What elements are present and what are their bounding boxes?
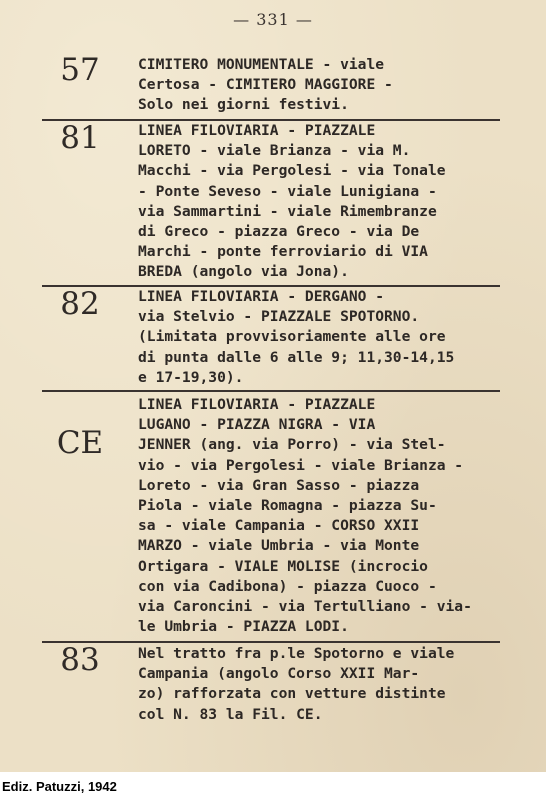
route-text-line: via Stelvio - PIAZZALE SPOTORNO. — [138, 308, 420, 326]
route-text-line: con via Cadibona) - piazza Cuoco - — [138, 577, 437, 595]
route-text-line: via Sammartini - viale Rimembranze — [138, 202, 437, 220]
line-number: 57 — [60, 52, 100, 88]
route-text-line: via Caroncini - via Tertulliano - via- — [138, 598, 472, 616]
image-caption: Ediz. Patuzzi, 1942 — [2, 779, 117, 794]
route-text-line: - Ponte Seveso - viale Lunigiana - — [138, 182, 437, 200]
route-description — [138, 55, 498, 116]
line-number: CE — [56, 425, 104, 461]
route-text-line: Macchi - via Pergolesi - via Tonale — [138, 162, 446, 180]
route-text-line: Marchi - ponte ferroviario di VIA — [138, 243, 428, 261]
route-text-line: CIMITERO MONUMENTALE - viale — [138, 56, 385, 73]
route-description — [138, 287, 498, 388]
route-text-line: Certosa - CIMITERO MAGGIORE - — [138, 76, 393, 94]
route-text-line: (Limitata provvisoriamente alle ore — [138, 328, 446, 346]
route-text-line: LINEA FILOVIARIA - PIAZZALE — [138, 122, 376, 139]
route-text-line: LINEA FILOVIARIA - DERGANO - — [138, 288, 385, 305]
route-text-line: zo) rafforzata con vetture distinte — [138, 685, 446, 703]
route-description — [138, 644, 498, 725]
route-text-line: di Greco - piazza Greco - via De — [138, 223, 420, 241]
route-text-line: LUGANO - PIAZZA NIGRA - VIA — [138, 416, 376, 434]
route-description — [138, 121, 498, 283]
route-text-line: Nel tratto fra p.le Spotorno e viale — [138, 645, 455, 662]
route-text-line: e 17-19,30). — [138, 368, 244, 386]
route-text-line: Piola - viale Romagna - piazza Su- — [138, 497, 437, 515]
route-text-line: Campania (angolo Corso XXII Mar- — [138, 665, 420, 683]
route-text-line: vio - via Pergolesi - viale Brianza - — [138, 456, 464, 474]
route-text-line: LORETO - viale Brianza - via M. — [138, 142, 411, 160]
route-text-line: di punta dalle 6 alle 9; 11,30-14,15 — [138, 348, 455, 366]
route-text-line: BREDA (angolo via Jona). — [138, 263, 349, 281]
route-text-line: Loreto - via Gran Sasso - piazza — [138, 476, 420, 494]
line-number: 83 — [60, 642, 100, 678]
line-number: 81 — [60, 120, 100, 156]
route-description — [138, 395, 498, 637]
route-text-line: sa - viale Campania - CORSO XXII — [138, 517, 420, 535]
route-text-line: col N. 83 la Fil. CE. — [138, 705, 323, 723]
route-text-line: Solo nei giorni festivi. — [138, 96, 349, 114]
route-text-line: le Umbria - PIAZZA LODI. — [138, 618, 349, 636]
route-text-line: JENNER (ang. via Porro) - via Stel- — [138, 436, 446, 454]
line-number: 82 — [60, 286, 100, 322]
route-text-line: Ortigara - VIALE MOLISE (incrocio — [138, 557, 428, 575]
route-text-line: MARZO - viale Umbria - via Monte — [138, 537, 420, 555]
route-text-line: LINEA FILOVIARIA - PIAZZALE — [138, 396, 376, 413]
page-number: — 331 — — [233, 10, 313, 29]
divider — [42, 390, 500, 392]
